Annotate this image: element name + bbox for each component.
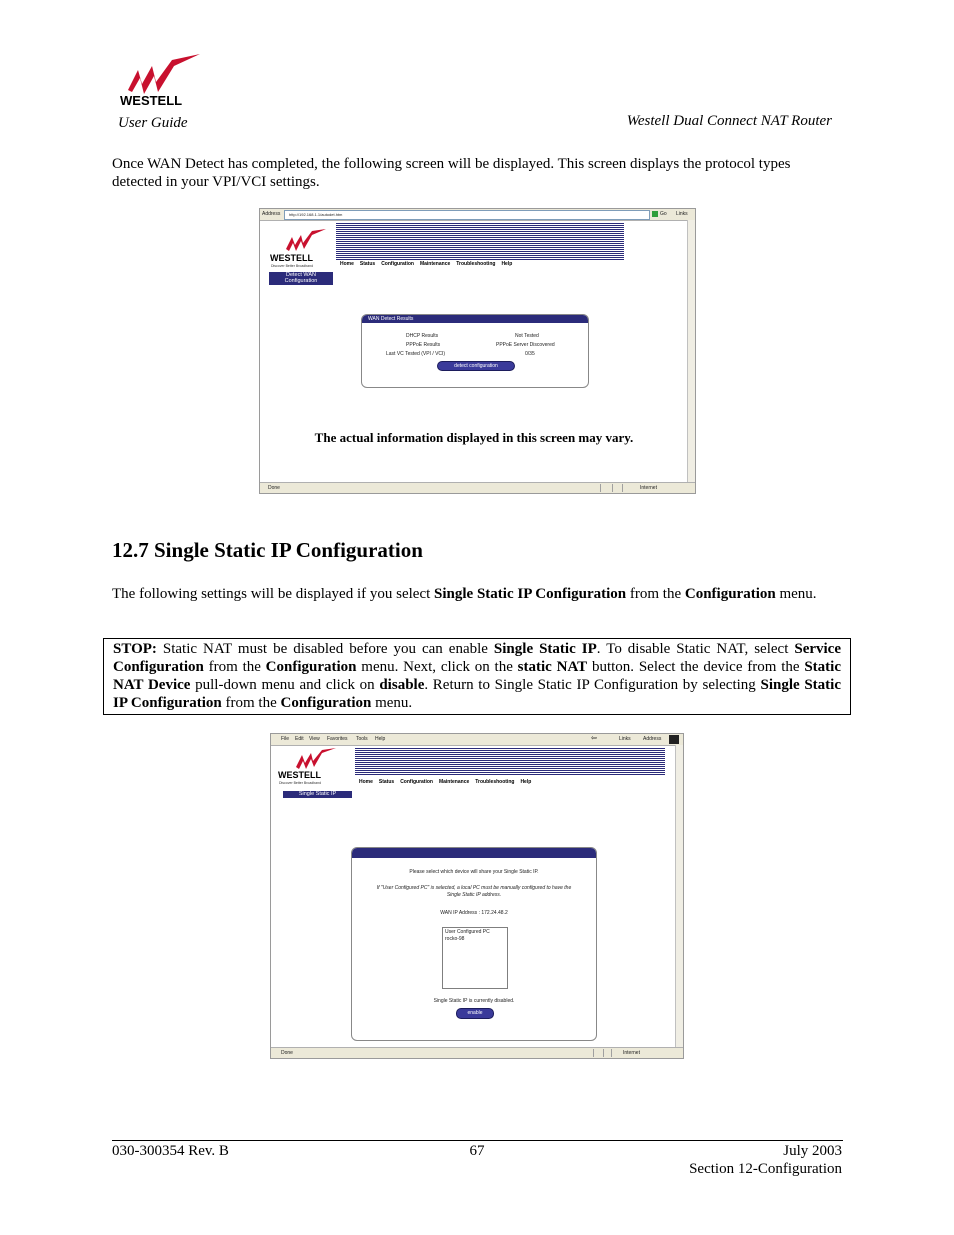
nav-maintenance[interactable]: Maintenance: [438, 779, 470, 785]
address-bar: [260, 209, 695, 221]
user-configured-note: If "User Configured PC" is selected, a local PC must be manually configured to have the Single Static IP address.: [376, 885, 572, 898]
intro-paragraph: Once WAN Detect has completed, the following screen will be displayed. This screen displays the protocol types detected in your VPI/VCI settings.: [112, 156, 791, 190]
nav-home[interactable]: Home: [340, 261, 354, 267]
wan-detect-results-panel: [361, 314, 589, 388]
footer-rule: [112, 1140, 843, 1141]
page-westell-logo: [268, 227, 334, 269]
throbber-icon: [669, 735, 679, 744]
wan-detect-screenshot: [259, 208, 696, 494]
address-label[interactable]: Address: [643, 736, 662, 742]
nav-help[interactable]: Help: [520, 779, 532, 785]
wan-ip-address: WAN IP Address : 172.24.48.2: [440, 910, 508, 916]
menu-bar: [271, 734, 683, 746]
nav-maintenance[interactable]: Maintenance: [419, 261, 451, 267]
status-bar: [260, 482, 695, 493]
pppoe-label: PPPoE Results: [406, 342, 441, 348]
single-static-ip-panel: [351, 847, 597, 1041]
side-button-single-static-ip[interactable]: Single Static IP: [283, 791, 352, 798]
logo-wordmark: WESTELL: [120, 93, 183, 108]
enable-button[interactable]: enable: [456, 1008, 494, 1019]
go-arrow-icon[interactable]: [652, 211, 658, 217]
top-nav: [359, 779, 537, 785]
menu-file[interactable]: File: [281, 736, 290, 742]
address-input[interactable]: [284, 210, 650, 220]
status-done: Done: [268, 485, 280, 491]
nav-troubleshooting[interactable]: Troubleshooting: [475, 779, 515, 785]
vertical-scrollbar[interactable]: [675, 745, 683, 1048]
device-option-rocko[interactable]: rocko-98: [445, 936, 465, 942]
screenshot-caption: The actual information displayed in this screen may vary.: [314, 430, 634, 445]
nav-configuration[interactable]: Configuration: [381, 261, 414, 267]
detect-configuration-button[interactable]: detect configuration: [437, 361, 515, 371]
device-option-user-configured-pc[interactable]: User Configured PC: [445, 929, 490, 935]
address-label: Address: [262, 211, 281, 217]
svg-text:Discover Better Broadband: Discover Better Broadband: [271, 264, 314, 268]
device-listbox[interactable]: [442, 927, 508, 989]
svg-text:WESTELL: WESTELL: [270, 253, 313, 263]
footer-doc-number: 030-300354 Rev. B: [112, 1143, 229, 1159]
vertical-scrollbar[interactable]: [687, 220, 695, 483]
settings-paragraph: The following settings will be displayed if you select Single Static IP Configuration from the Configuration menu.: [112, 586, 817, 602]
svg-text:WESTELL: WESTELL: [278, 770, 321, 780]
device-prompt: Please select which device will share your Single Static IP.: [409, 869, 539, 875]
back-arrow-icon[interactable]: ⇦: [591, 735, 597, 742]
status-bar: [271, 1047, 683, 1058]
header-stripes: [336, 223, 624, 261]
section-heading: 12.7 Single Static IP Configuration: [112, 538, 423, 562]
nav-troubleshooting[interactable]: Troubleshooting: [456, 261, 496, 267]
top-nav: [340, 261, 518, 267]
dhcp-value: Not Tested: [515, 333, 539, 339]
menu-edit[interactable]: Edit: [295, 736, 304, 742]
menu-favorites[interactable]: Favorites: [327, 736, 348, 742]
links-label[interactable]: Links: [619, 736, 631, 742]
menu-tools[interactable]: Tools: [356, 736, 368, 742]
dhcp-label: DHCP Results: [406, 333, 439, 339]
panel-header: [352, 848, 596, 858]
go-label[interactable]: Go: [660, 211, 667, 217]
links-label[interactable]: Links: [676, 211, 688, 217]
page-westell-logo: [276, 747, 348, 785]
svg-text:Discover Better Broadband: Discover Better Broadband: [279, 781, 322, 785]
nav-configuration[interactable]: Configuration: [400, 779, 433, 785]
header-stripes: [355, 748, 665, 776]
single-static-ip-screenshot: [270, 733, 684, 1059]
header-user-guide: User Guide: [118, 115, 188, 131]
footer-page-number: 67: [469, 1143, 485, 1159]
nav-home[interactable]: Home: [359, 779, 373, 785]
nav-help[interactable]: Help: [501, 261, 513, 267]
footer-date: July 2003: [783, 1143, 842, 1159]
panel-title: WAN Detect Results: [362, 315, 588, 323]
stop-notice: STOP: Static NAT must be disabled before you can enable Single Static IP. To disable Static NAT, select Service Configuration from the Configuration menu. Next, click on the static NAT button. Select the device from the Static NAT Device pull-down menu and click on disable. Return to Single Static IP Configuration by selecting Single Static IP Configuration from the Configuration menu.: [103, 638, 851, 715]
menu-view[interactable]: View: [309, 736, 320, 742]
status-done: Done: [281, 1050, 293, 1056]
status-internet: Internet: [640, 485, 657, 491]
side-button-detect-wan[interactable]: Detect WAN Configuration: [269, 272, 333, 285]
nav-status[interactable]: Status: [359, 261, 376, 267]
status-internet: Internet: [623, 1050, 640, 1056]
single-static-ip-status: Single Static IP is currently disabled.: [433, 998, 515, 1004]
nav-status[interactable]: Status: [378, 779, 395, 785]
last-vc-label: Last VC Tested (VPI / VCI): [386, 351, 446, 357]
address-url: http://192.168.1.1/autodet.htm: [289, 212, 343, 217]
header-product-name: Westell Dual Connect NAT Router: [626, 113, 832, 129]
pppoe-value: PPPoE Server Discovered: [496, 342, 555, 348]
footer-section: Section 12-Configuration: [689, 1161, 842, 1177]
last-vc-value: 0/35: [525, 351, 535, 357]
menu-help[interactable]: Help: [375, 736, 386, 742]
westell-logo: [112, 52, 212, 110]
